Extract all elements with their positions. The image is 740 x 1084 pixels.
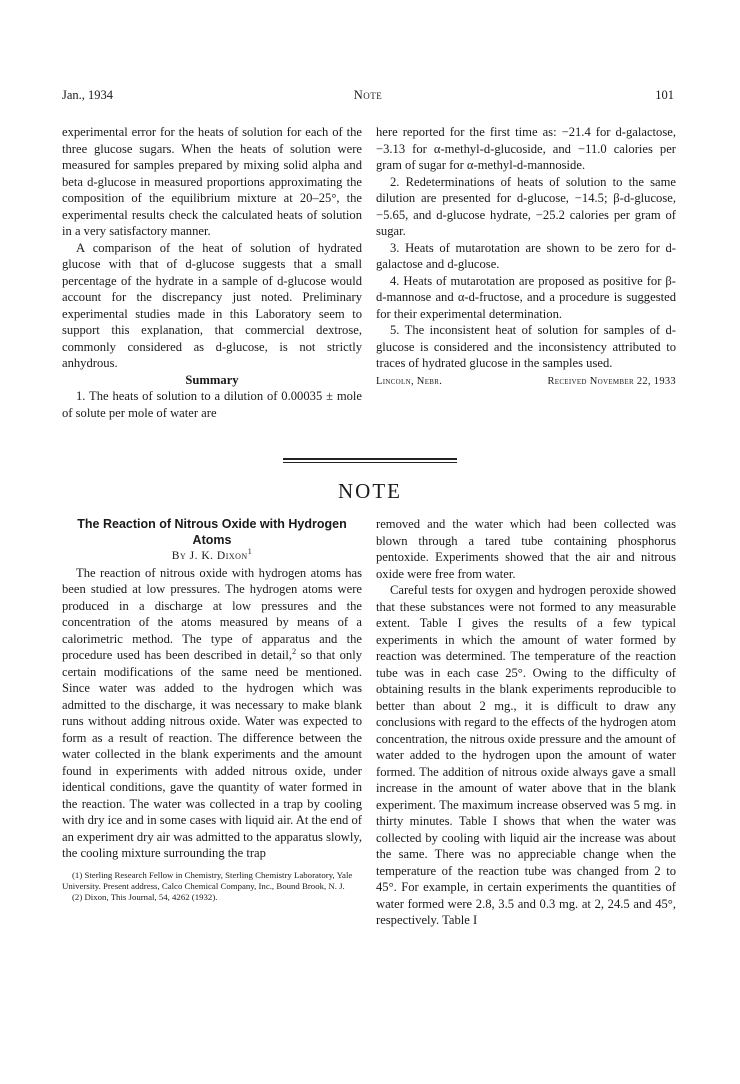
article-right-column (376, 516, 676, 929)
paragraph: The reaction of nitrous oxide with hydrogen atoms has been studied at low pressures. The hydrogen atoms were produced in a discharge at low pressures and the concentration of the atoms measured by means of a calorimetric method. The type of apparatus and the procedure used has been described in detail,$^2$ so that only certain modifications of the same need be mentioned. Since water was added to the hydrogen which was admitted to the discharge, it was necessary to make blank runs without adding nitrous oxide. Water was expected to form as a result of reaction. The difference between the water collected in the blank experiments and the amount found in experiments with added nitrous oxide, under identical conditions, gave the quantity of water formed in the reaction. The water was collected in a trap by cooling with dry ice and in some cases with liquid air. At the end of an experiment dry air was admitted to the apparatus slowly, the cooling mixture surrounding the trap (62, 565, 362, 860)
footnote-ref: 2 (292, 646, 297, 656)
paragraph: 1. The heats of solution to a dilution of 0.00035 ± mole of solute per mole of water are (62, 389, 362, 420)
footnote: (2) Dixon, This Journal, 54, 4262 (1932). (72, 891, 218, 902)
footnotes (62, 870, 362, 903)
paragraph: here reported for the first time as: −21.4 for d-galactose, −3.13 for α-methyl-d-glucoside, and −11.0 calories per gram of sugar for α-methyl-d-mannoside. (376, 125, 676, 172)
header-page-number: 101 (655, 88, 674, 102)
top-left-column (62, 124, 362, 421)
top-right-column (376, 124, 676, 390)
location: Lincoln, Nebr. (376, 375, 443, 387)
header-section: Note (353, 88, 383, 102)
note-section-title: NOTE (338, 479, 402, 503)
paragraph: 3. Heats of mutarotation are shown to be zero for d-galactose and d-glucose. (376, 240, 676, 271)
paragraph: A comparison of the heat of solution of hydrated glucose with that of d-glucose suggests that a small percentage of the hydrate in a sample of d-glucose would account for the discrepancy just noted. Preliminary experimental studies made in this Laboratory seem to support this explanation, that commercial dextrose, commonly considered as d-glucose, is not strictly anhydrous. (62, 240, 362, 370)
footnote: (1) Sterling Research Fellow in Chemistry, Sterling Chemistry Laboratory, Yale University. Present address, Calco Chemical Company, Inc., Bound Brook, N. J. (62, 869, 353, 891)
received-date: Received November 22, 1933 (547, 375, 676, 387)
received-line (376, 374, 676, 391)
article-byline: By J. K. Dixon$^1$ (171, 547, 253, 562)
summary-heading: Summary (185, 372, 239, 387)
paragraph: removed and the water which had been collected was blown through a tared tube containing phosphorus pentoxide. Experiments showed that the air and nitrous oxide were free from water. (376, 517, 676, 581)
article-title: The Reaction of Nitrous Oxide with Hydrogen Atoms (77, 517, 347, 547)
running-header (62, 88, 674, 108)
paragraph: 2. Redeterminations of heats of solution to the same dilution are presented for d-glucose, −14.5; β-d-glucose, −5.65, and d-glucose hydrate, −25.2 calories per gram of sugar. (376, 174, 676, 238)
paragraph: experimental error for the heats of solution for each of the three glucose sugars. When the heats of solution were measured for samples prepared by mixing solid alpha and beta d-glucose in measured proportions approximating the composition of the equilibrium mixture at 20–25°, the experimental results check the calculated heats of solution in a very satisfactory manner. (62, 125, 362, 238)
paragraph: 4. Heats of mutarotation are proposed as positive for β-d-mannose and α-d-fructose, and a procedure is suggested for their experimental determination. (376, 273, 676, 321)
article-left-column (62, 516, 362, 903)
section-divider (283, 462, 457, 463)
paragraph: 5. The inconsistent heat of solution for samples of d-glucose is considered and the inconsistency attributed to traces of hydrated glucose in the samples used. (376, 323, 676, 370)
paragraph: Careful tests for oxygen and hydrogen peroxide showed that these substances were not formed to any measurable extent. Table I gives the results of a few typical experiments in which the amount of water formed by reaction was determined. The temperature of the reaction tube was in each case 25°. Owing to the difficulty of obtaining results in the blank experiments reproducible to better than about 2 mg., it is difficult to draw any conclusions with regard to the effects of the hydrogen atom concentration, the nitrous oxide pressure and the amount of water added to the hydrogen upon the amount of water formed. The addition of nitrous oxide always gave a small increase in the amount of water above that in the blank experiment. The maximum increase observed was 5 mg. in thirty minutes. Table I shows that when the water was collected by cooling with liquid air the increase was about the same. There was no appreciable change when the temperature of the reaction tube was changed from 2 to 45°. For example, in certain experiments the quantities of water formed were 2.8, 3.5 and 0.3 mg. at 2, 24.5 and 45°, respectively. Table I (376, 583, 676, 927)
header-date: Jan., 1934 (62, 88, 114, 102)
section-divider (283, 458, 457, 460)
